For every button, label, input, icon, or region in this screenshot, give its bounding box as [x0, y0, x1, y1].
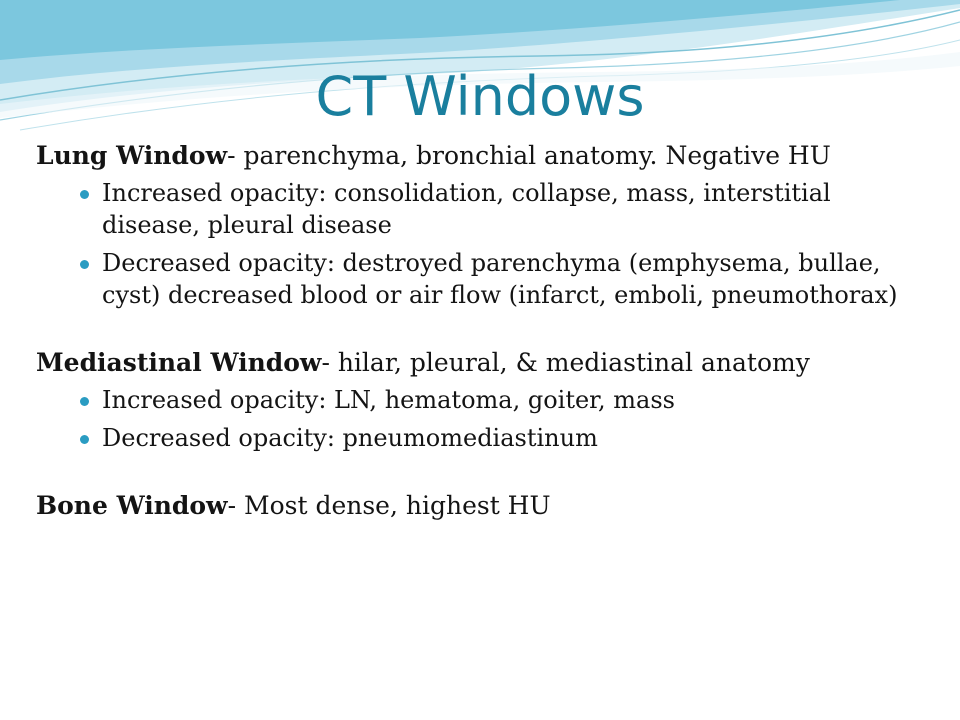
- list-item-text: Decreased opacity: pneumomediastinum: [102, 424, 598, 452]
- list-item: [102, 422, 936, 454]
- list-item: [102, 177, 936, 241]
- bullet-list: [36, 177, 936, 311]
- list-item-text: Increased opacity: LN, hematoma, goiter, mass: [102, 386, 675, 414]
- section-heading-description: - hilar, pleural, & mediastinal anatomy: [321, 348, 810, 377]
- list-item-text: Decreased opacity: destroyed parenchyma (emphysema, bullae, cyst) decreased blood or air flow (infarct, emboli, pneumothorax): [102, 249, 898, 309]
- slide-content: [36, 138, 936, 527]
- section-heading: [36, 488, 936, 524]
- section-bone-window: [36, 488, 936, 524]
- section-heading: [36, 345, 936, 381]
- section-lung-window: [36, 138, 936, 311]
- bullet-dot-icon: [80, 190, 89, 199]
- section-heading-label: Mediastinal Window: [36, 348, 322, 377]
- section-heading-description: - parenchyma, bronchial anatomy. Negative HU: [227, 141, 831, 170]
- bullet-list: [36, 384, 936, 454]
- slide-title: CT Windows: [315, 65, 645, 128]
- list-item-text: Increased opacity: consolidation, collapse, mass, interstitial disease, pleural disease: [102, 179, 831, 239]
- section-heading-label: Bone Window: [36, 491, 228, 520]
- bullet-dot-icon: [80, 397, 89, 406]
- list-item: [102, 247, 936, 311]
- bullet-dot-icon: [80, 435, 89, 444]
- section-heading-label: Lung Window: [36, 141, 228, 170]
- section-mediastinal-window: [36, 345, 936, 454]
- bullet-dot-icon: [80, 260, 89, 269]
- section-heading-description: - Most dense, highest HU: [227, 491, 551, 520]
- list-item: [102, 384, 936, 416]
- section-heading: [36, 138, 936, 174]
